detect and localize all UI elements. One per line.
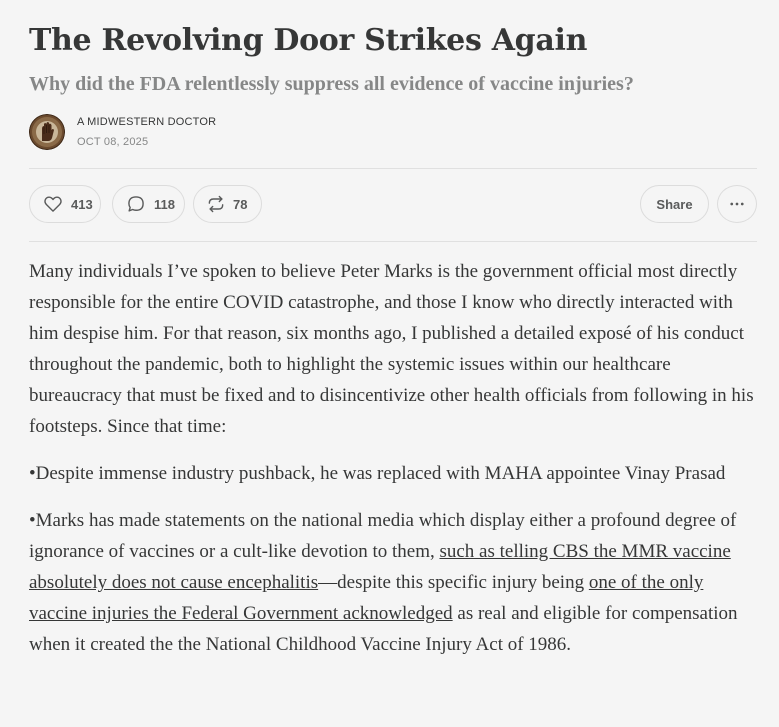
comment-count: 118 [154, 196, 175, 212]
post-subtitle: Why did the FDA relentlessly suppress all evidence of vaccine injuries? [29, 73, 634, 95]
avatar-image [29, 114, 65, 150]
comment-bubble-icon [126, 194, 146, 214]
restack-count: 78 [233, 196, 248, 212]
like-button[interactable] [29, 185, 101, 223]
paragraph-text: •Marks has made statements on the national media which display either a profound degree of ignorance of vaccines or a cult-like devotion to them, [29, 510, 737, 562]
paragraph-text: as real and eligible for compensation when it created the the National Childhood Vaccine Injury Act of 1986. [29, 603, 738, 655]
heart-icon [43, 194, 63, 214]
post-date: OCT 08, 2025 [77, 136, 149, 148]
paragraph [29, 505, 764, 660]
divider [29, 168, 757, 169]
divider [29, 241, 757, 242]
cbs-mmr-link[interactable]: such as telling CBS the MMR vaccine absolutely does not cause encephalitis [29, 541, 731, 593]
comment-button[interactable] [112, 185, 185, 223]
paragraph: Many individuals I’ve spoken to believe Peter Marks is the government official most directly responsible for the entire COVID catastrophe, and those I know who directly interacted with him despise him. For that reason, six months ago, I published a detailed exposé of his conduct throughout the pandemic, both to highlight the systemic issues within our healthcare bureaucracy that must be fixed and to disincentivize other health officials from following in his footsteps. Since that time: [29, 261, 754, 437]
restack-arrows-icon [206, 194, 226, 214]
more-options-button[interactable] [717, 185, 757, 223]
avatar[interactable] [29, 114, 65, 150]
vaccine-injury-link[interactable]: one of the only vaccine injuries the Federal Government acknowledged [29, 572, 704, 624]
paragraph-text: —despite this specific injury being [318, 572, 589, 593]
restack-button[interactable] [193, 185, 262, 223]
paragraph: •Despite immense industry pushback, he was replaced with MAHA appointee Vinay Prasad [29, 463, 726, 484]
post-title: The Revolving Door Strikes Again [29, 23, 588, 58]
author-name[interactable]: A MIDWESTERN DOCTOR [77, 116, 217, 128]
ellipsis-icon [728, 195, 746, 213]
like-count: 413 [71, 196, 93, 212]
share-button[interactable]: Share [640, 185, 709, 223]
byline [29, 113, 429, 151]
post-body [29, 256, 764, 676]
